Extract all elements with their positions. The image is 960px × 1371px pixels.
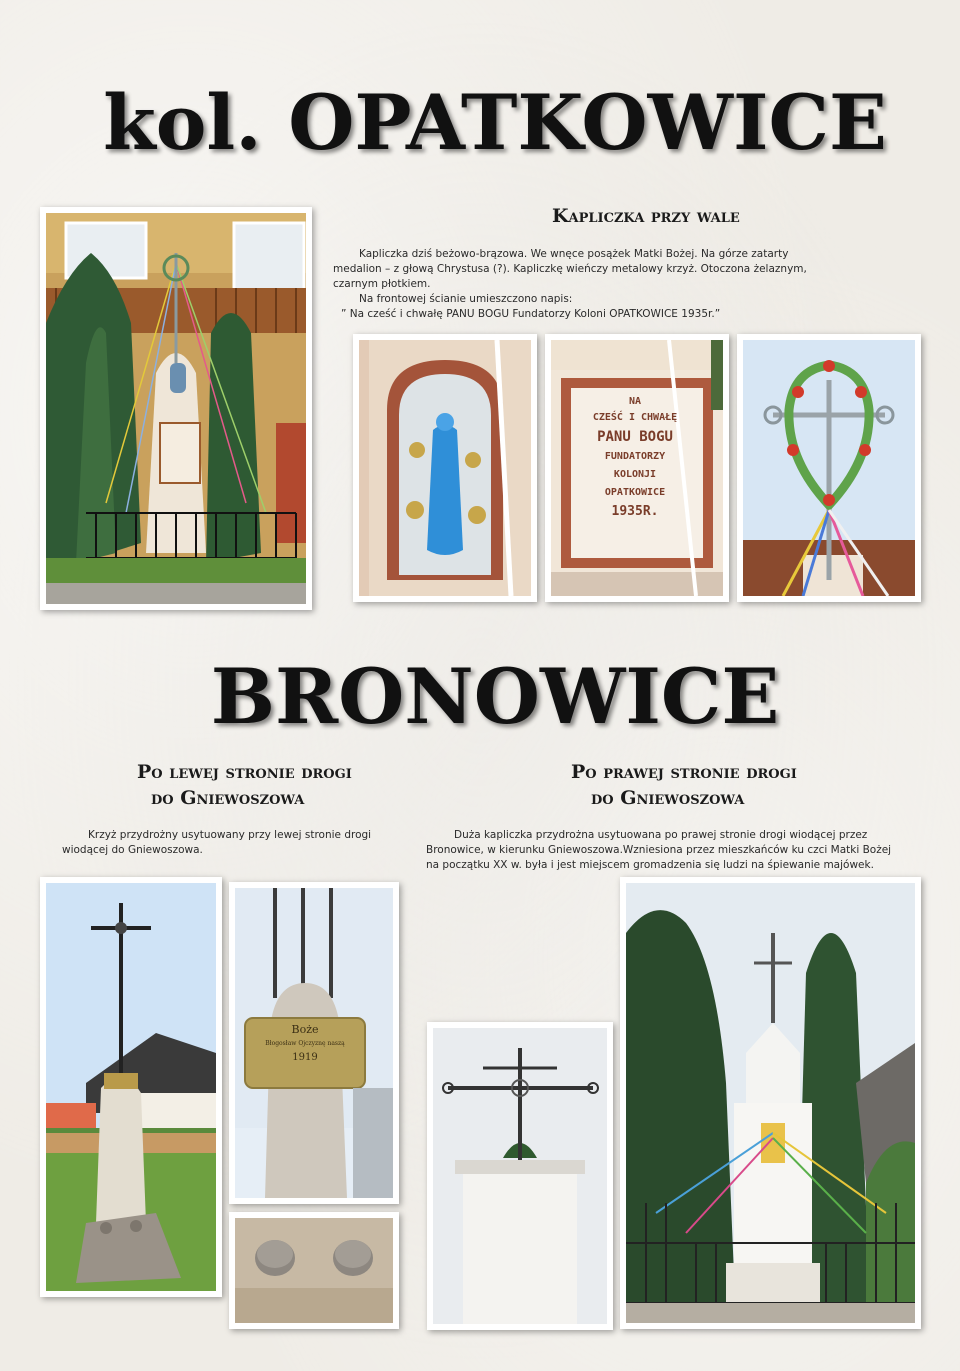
photo-decorated-cross (737, 334, 921, 602)
plaque-line: KOLONJI (613, 469, 657, 480)
left-side-description: Krzyż przydrożny usytuowany przy lewej stronie drogi wiodącej do Gniewoszowa. (62, 829, 372, 856)
stone-base-image (235, 1218, 393, 1323)
photo-stone-base (229, 1212, 399, 1329)
bronowice-title: BRONOWICE (210, 652, 780, 741)
plaque-line: NA (628, 396, 642, 407)
photo-madonna-niche (353, 334, 537, 602)
chapel-paragraph-2: Na frontowej ścianie umieszczono napis: (359, 293, 573, 305)
medallion-inscription (245, 1022, 365, 1066)
right-side-description: Duża kapliczka przydrożna usytuowana po prawej stronie drogi wiodącej przez Bronowice, w kierunku Gniewoszowa.Wzniesiona przez mieszkańców ku czci Matki Bożej na początku XX w. była i jest miejscem gromadzenia się ludzi na śpiewanie majówek. (426, 829, 892, 871)
right-side-title (571, 759, 811, 811)
chapel-inscription: ” Na cześć i chwałę PANU BOGU Fundatorzy Koloni OPATKOWICE 1935r.” (341, 308, 721, 320)
left-side-title-line-1: Po lewej stronie drogi (137, 761, 352, 783)
medallion-line: 1919 (292, 1052, 318, 1063)
roadside-cross-image (46, 883, 216, 1291)
chapel-paragraph-1: Kapliczka dziś beżowo-brązowa. We wnęce posążek Matki Bożej. Na górze zatarty medalion – z głową Chrystusa (?). Kapliczkę wieńczy metalowy krzyż. Otoczona żelaznym, czarnym płotkiem. (333, 248, 807, 290)
page-title: kol. OPATKOWICE (103, 78, 887, 167)
left-side-title (137, 759, 357, 811)
pillar-cross-image (433, 1028, 607, 1324)
photo-roadside-cross (40, 877, 222, 1297)
photo-large-chapel (620, 877, 921, 1329)
chapel-description (333, 247, 833, 322)
right-side-title-line-1: Po prawej stronie drogi (571, 761, 797, 783)
plaque-line: CZEŚĆ I CHWAŁĘ (592, 412, 678, 423)
plaque-line: 1935R. (611, 504, 659, 519)
right-side-title-line-2: do Gniewoszowa (591, 787, 745, 809)
left-side-title-line-2: do Gniewoszowa (151, 787, 305, 809)
plaque-inscription (571, 394, 699, 522)
decorated-cross-image (743, 340, 915, 596)
photo-inscription-plaque (545, 334, 729, 602)
plaque-line: OPATKOWICE (604, 487, 666, 498)
plaque-line: FUNDATORZY (604, 451, 666, 462)
photo-chapel-opatkowice (40, 207, 312, 610)
chapel-title: Kapliczka przy wale (552, 205, 740, 227)
medallion-line: Boże (291, 1023, 319, 1036)
medallion-line: Błogosław Ojczyznę naszą (265, 1040, 345, 1047)
chapel-scene-image (46, 213, 306, 604)
plaque-line: PANU BOGU (597, 429, 673, 445)
madonna-niche-image (359, 340, 531, 596)
photo-white-pillar-cross (427, 1022, 613, 1330)
photo-medallion (229, 882, 399, 1204)
large-chapel-image (626, 883, 915, 1323)
